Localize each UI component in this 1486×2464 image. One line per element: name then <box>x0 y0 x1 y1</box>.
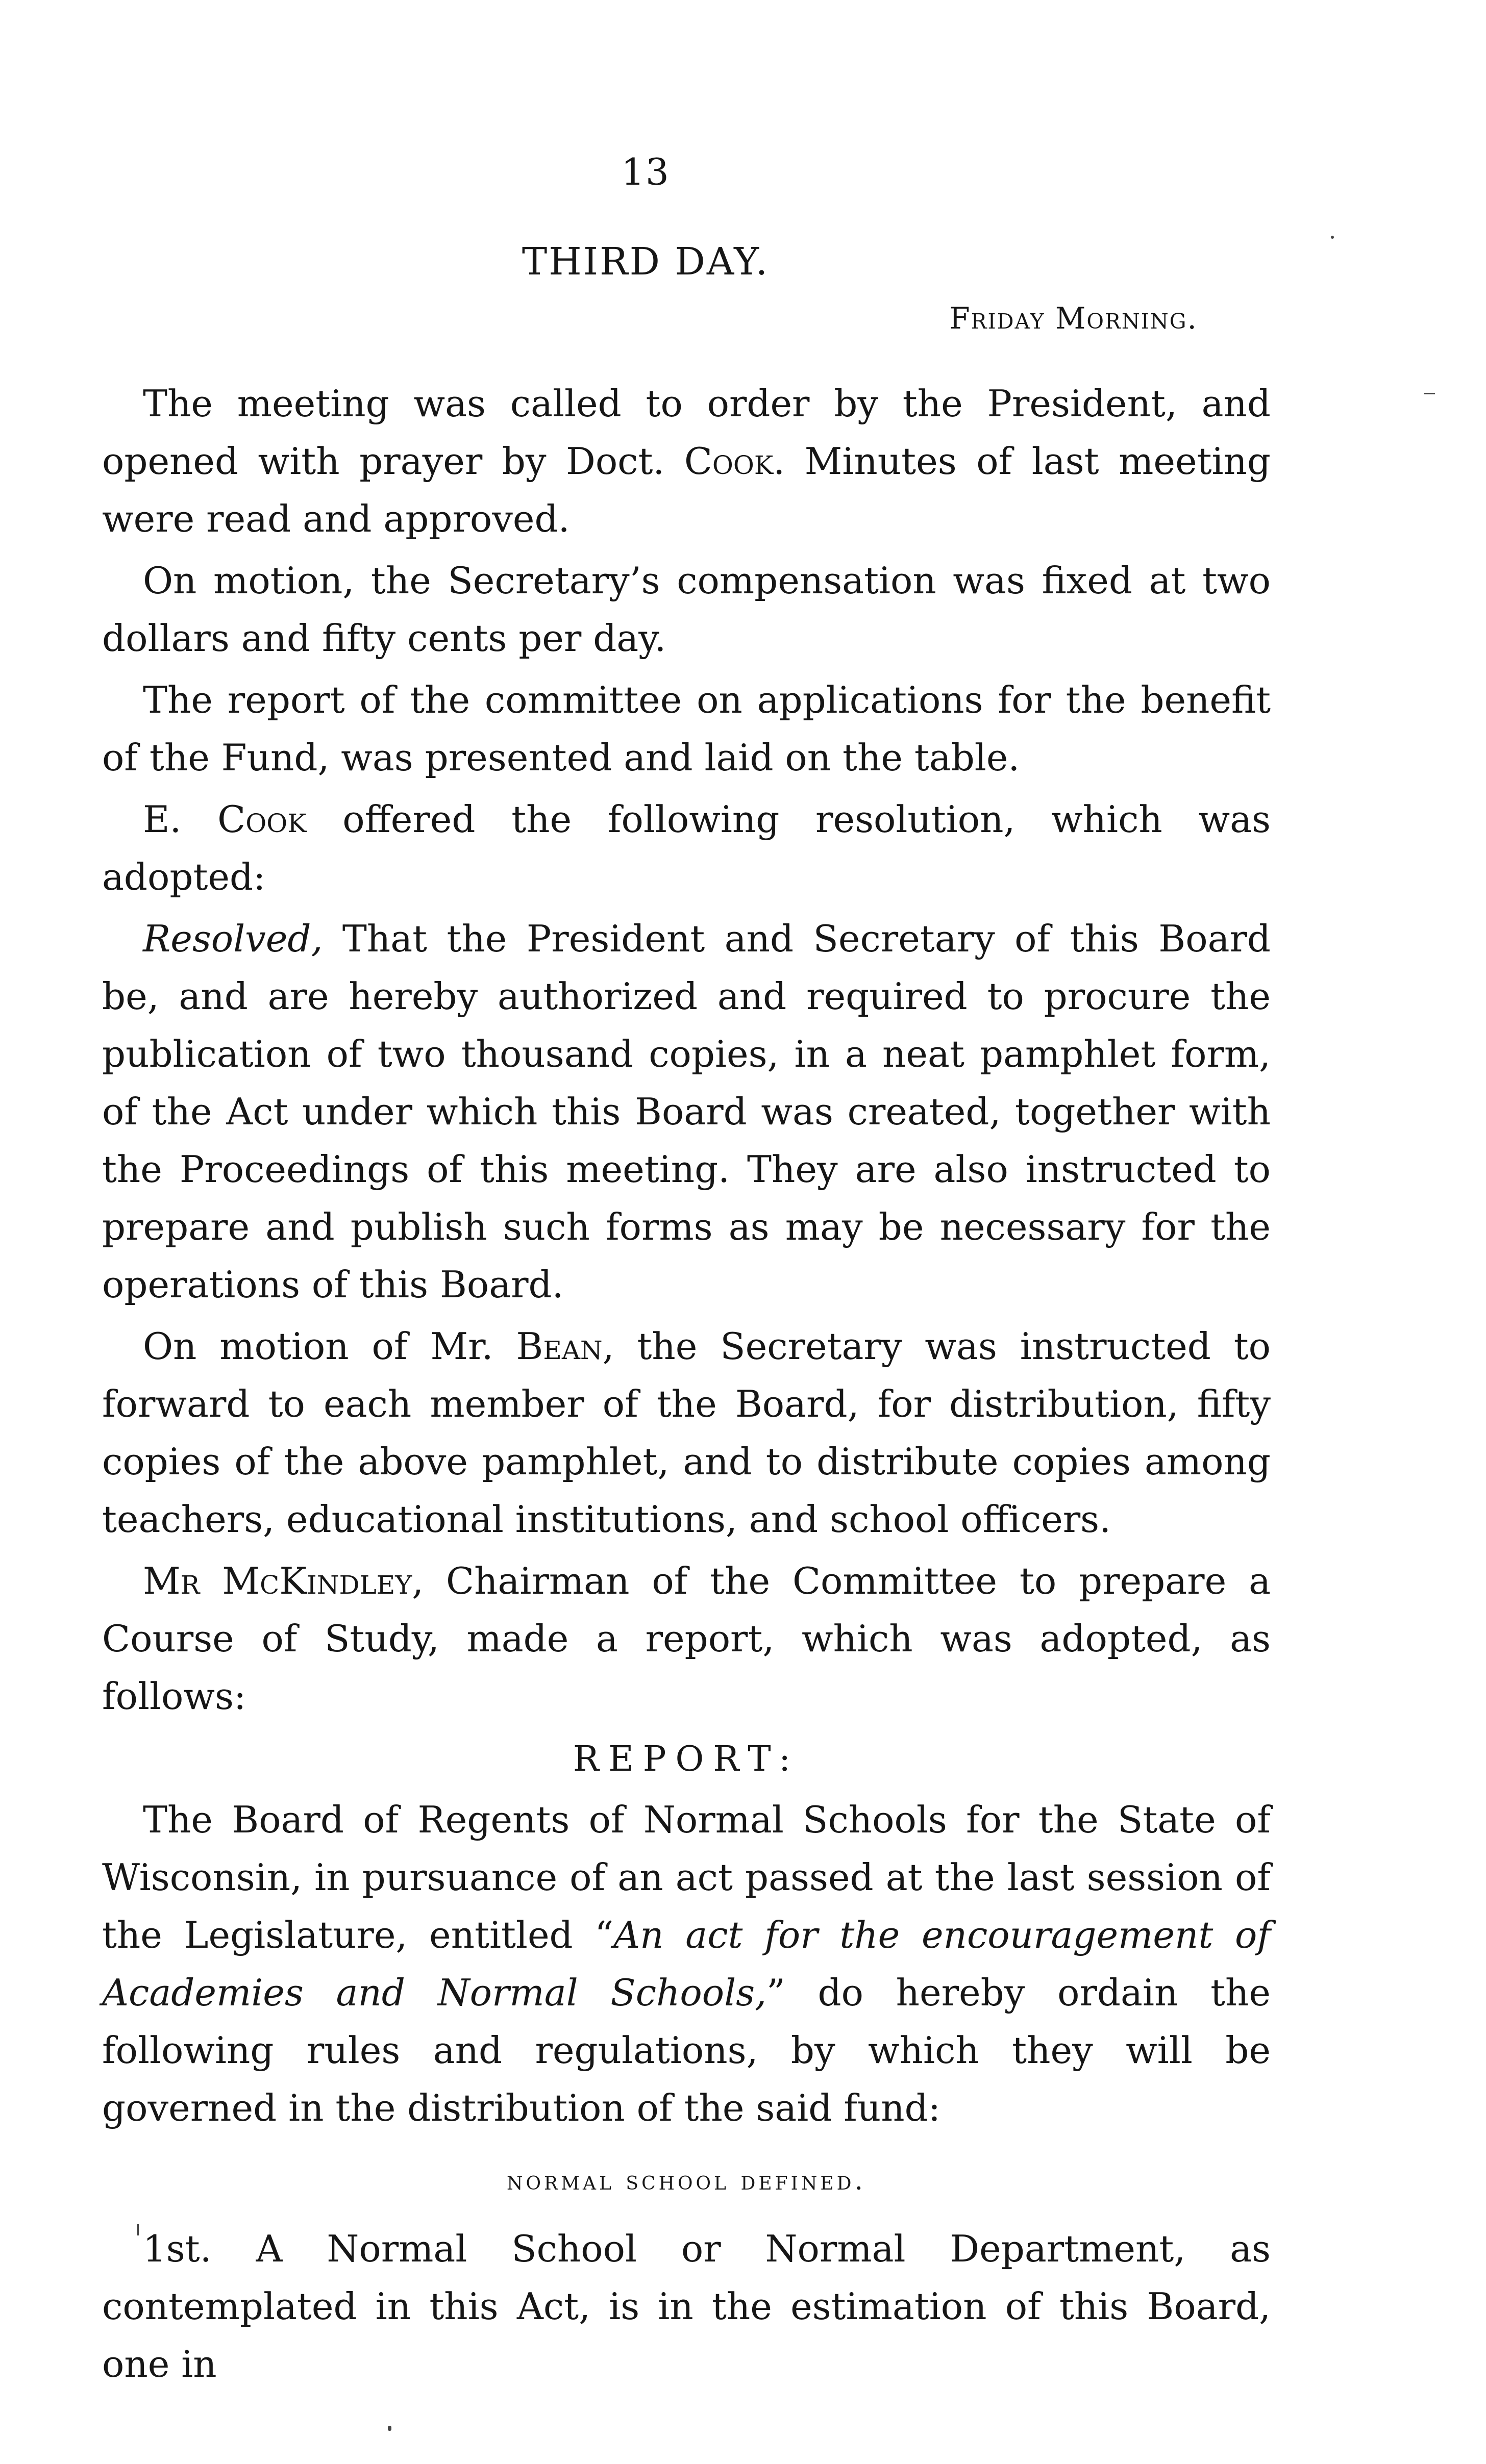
paragraph-course-of-study <box>102 1552 1271 1725</box>
paragraph-resolution-offered <box>102 791 1271 906</box>
paragraph-rule-1: 1st. A Normal School or Normal Department, as contemplated in this Act, is in the estimation of this Board, one in <box>102 2227 1271 2385</box>
text: On motion of Mr. <box>143 1325 516 1368</box>
person-name: Bean, <box>516 1325 614 1368</box>
text: The Board of Regents of Normal Schools for the State of Wisconsin, in pursuance of an act passed at the last session of the Legislature, entitled “ <box>102 1798 1271 1956</box>
person-name: E. Cook <box>143 798 307 841</box>
paragraph-resolution <box>102 910 1271 1314</box>
margin-speck <box>388 2426 391 2431</box>
normal-school-defined-heading: normal school defined. <box>507 2166 866 2196</box>
person-name: Mr McKindley, <box>143 1560 424 1602</box>
margin-speck <box>137 2224 139 2235</box>
session-heading: Friday Morning. <box>949 301 1198 336</box>
report-heading: REPORT: <box>573 1739 800 1779</box>
margin-speck <box>1331 236 1334 239</box>
text: Minutes of last meeting were read and approved. <box>102 440 1271 540</box>
body-text <box>102 375 1271 2397</box>
resolved-lead: Resolved, <box>143 917 323 960</box>
paragraph-meeting-opened <box>102 375 1271 548</box>
text: That the President and Secretary of this Board be, and are hereby authorized and required to procure the publication of two thousand copies, in a neat pamphlet form, of the Act under which this Board was created, together with the Proceedings of this meeting. They are also instructed to prepare and publish such forms as may be necessary for the operations of this Board. <box>102 917 1271 1306</box>
act-title: An act for the encouragement of Academies and Normal Schools, <box>102 1914 1271 2014</box>
text: Chairman of the Committee to prepare a Course of Study, made a report, which was adopted, as follows: <box>102 1560 1271 1718</box>
text: ” do hereby ordain the following rules and regulations, by which they will be governed in the distribution of the said fund: <box>102 1971 1271 2129</box>
margin-speck <box>1424 393 1435 394</box>
paragraph-secretary-compensation: On motion, the Secretary’s compensation was fixed at two dollars and fifty cents per day. <box>102 559 1271 660</box>
text: The meeting was called to order by the President, and opened with prayer by Doct. <box>102 382 1271 483</box>
page-number: 13 <box>621 150 670 193</box>
day-heading: THIRD DAY. <box>522 240 770 284</box>
text: the Secretary was instructed to forward to each member of the Board, for distribution, fifty copies of the above pamphlet, and to distribute copies among teachers, educational institutions, and school officers. <box>102 1325 1271 1541</box>
text: offered the following resolution, which was adopted: <box>102 798 1271 898</box>
person-name: Cook. <box>684 440 785 483</box>
paragraph-pamphlet-distribution <box>102 1318 1271 1548</box>
paragraph-board-ordinance <box>102 1791 1271 2137</box>
paragraph-committee-report: The report of the committee on applications for the benefit of the Fund, was presented and laid on the table. <box>102 678 1271 779</box>
